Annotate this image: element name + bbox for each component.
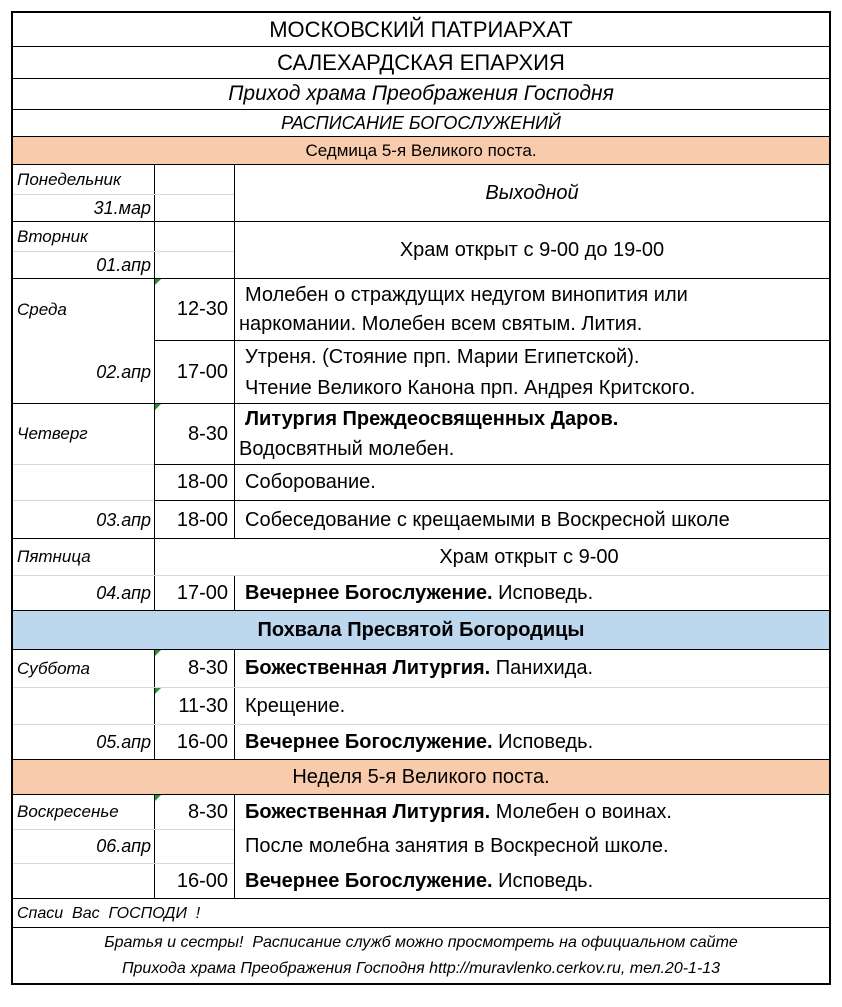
service-text: После молебна занятия в Воскресной школе. — [245, 834, 669, 857]
service-text: Чтение Великого Канона прп. Андрея Критского. — [245, 376, 696, 399]
service-text-rest: Панихида. — [490, 657, 594, 679]
service-text-bold: Божественная Литургия. — [245, 800, 491, 823]
service-text: Утреня. (Стояние прп. Марии Египетской). — [245, 346, 640, 368]
friday-row — [13, 539, 829, 611]
time-label: 8-30 — [187, 422, 228, 445]
service-text-bold: Вечернее Богослужение. — [245, 731, 493, 753]
service-text — [245, 725, 593, 760]
tuesday-row — [13, 222, 829, 279]
day-label: Суббота — [17, 658, 90, 678]
date-label: 01.апр — [96, 254, 151, 275]
service-text-bold: Литургия Преждеосвященных Даров. — [245, 407, 619, 430]
service-text: Соборование. — [245, 471, 376, 493]
service-text: Выходной — [485, 182, 579, 204]
divider — [234, 279, 235, 404]
date-label: 02.апр — [96, 362, 151, 382]
service-text-bold: Божественная Литургия. — [245, 657, 491, 679]
service-text — [245, 863, 593, 899]
service-text-rest: Исповедь. — [492, 581, 594, 604]
service-text-bold: Вечернее Богослужение. — [245, 869, 493, 892]
thursday-row — [13, 404, 829, 539]
footer-note-line-1: Братья и сестры! Расписание служб можно просмотреть на официальном сайте — [104, 934, 738, 951]
time-label: 17-00 — [176, 361, 228, 383]
date-label: 04.апр — [96, 582, 151, 603]
service-text — [245, 795, 672, 829]
sunday-row — [13, 795, 829, 899]
service-text: Собеседование с крещаемыми в Воскресной школе — [245, 508, 730, 531]
divider — [234, 404, 235, 539]
wednesday-row — [13, 279, 829, 404]
service-text-rest: Исповедь. — [492, 869, 594, 892]
time-label: 11-30 — [178, 694, 228, 717]
service-text — [245, 575, 593, 611]
week-header-1 — [13, 137, 829, 165]
schedule-title-text: РАСПИСАНИЕ БОГОСЛУЖЕНИЙ — [281, 112, 561, 133]
time-label: 16-00 — [176, 869, 228, 892]
feast-banner — [13, 611, 829, 650]
divider — [154, 404, 155, 539]
divider — [234, 795, 235, 899]
service-text: Молебен о страждущих недугом винопития или — [245, 284, 688, 306]
header-line-1-text: МОСКОВСКИЙ ПАТРИАРХАТ — [269, 16, 573, 42]
service-text — [245, 650, 593, 687]
service-text: наркомании. Молебен всем святым. Лития. — [239, 313, 643, 335]
soft-divider — [13, 687, 829, 688]
service-text: Водосвятный молебен. — [239, 437, 455, 460]
day-label: Понедельник — [17, 169, 122, 189]
blessing-text: Спаси Вас ГОСПОДИ ! — [17, 904, 201, 922]
service-text-bold: Вечернее Богослужение. — [245, 581, 493, 604]
service-text-rest: Молебен о воинах. — [490, 800, 672, 823]
saturday-row — [13, 650, 829, 760]
date-label: 06.апр — [96, 835, 151, 856]
divider — [154, 279, 155, 404]
time-label: 8-30 — [187, 657, 228, 679]
service-text: Храм открыт с 9-00 — [439, 545, 619, 568]
date-label: 05.апр — [96, 732, 151, 752]
day-label: Пятница — [17, 547, 91, 566]
date-label: 03.апр — [96, 509, 151, 530]
service-text-rest: Исповедь. — [492, 731, 594, 753]
week-header-2-text: Неделя 5-я Великого поста. — [292, 765, 550, 788]
monday-row — [13, 165, 829, 222]
service-text: Крещение. — [245, 694, 346, 717]
parish-name-text: Приход храма Преображения Господня — [228, 82, 614, 105]
time-label: 18-00 — [176, 471, 228, 493]
divider — [154, 795, 155, 899]
divider — [154, 650, 155, 760]
footer-note-line-2: Прихода храма Преображения Господня http://muravlenko.cerkov.ru, тел.20-1-13 — [121, 960, 721, 977]
time-label: 16-00 — [176, 731, 228, 753]
time-label: 18-00 — [176, 508, 228, 531]
header-line-2-text: САЛЕХАРДСКАЯ ЕПАРХИЯ — [277, 49, 565, 75]
footer-note — [13, 928, 829, 983]
day-label: Вторник — [17, 226, 89, 246]
time-label: 17-00 — [176, 581, 228, 604]
feast-banner-text: Похвала Пресвятой Богородицы — [257, 618, 585, 641]
divider — [234, 575, 235, 611]
week-header-2 — [13, 760, 829, 795]
date-label: 31.мар — [93, 197, 151, 218]
day-label: Воскресенье — [17, 802, 119, 821]
schedule-title — [13, 110, 829, 137]
time-label: 8-30 — [187, 800, 228, 823]
header-line-1 — [13, 13, 829, 47]
schedule-sheet — [11, 11, 831, 985]
day-label: Среда — [17, 299, 67, 319]
parish-name — [13, 79, 829, 110]
header-line-2 — [13, 47, 829, 79]
divider — [234, 650, 235, 760]
divider — [154, 340, 829, 341]
week-header-1-text: Седмица 5-я Великого поста. — [305, 140, 537, 160]
soft-divider — [13, 464, 154, 465]
day-label: Четверг — [17, 424, 88, 443]
blessing-row — [13, 899, 829, 928]
time-label: 12-30 — [176, 298, 228, 320]
service-text: Храм открыт с 9-00 до 19-00 — [399, 239, 665, 261]
